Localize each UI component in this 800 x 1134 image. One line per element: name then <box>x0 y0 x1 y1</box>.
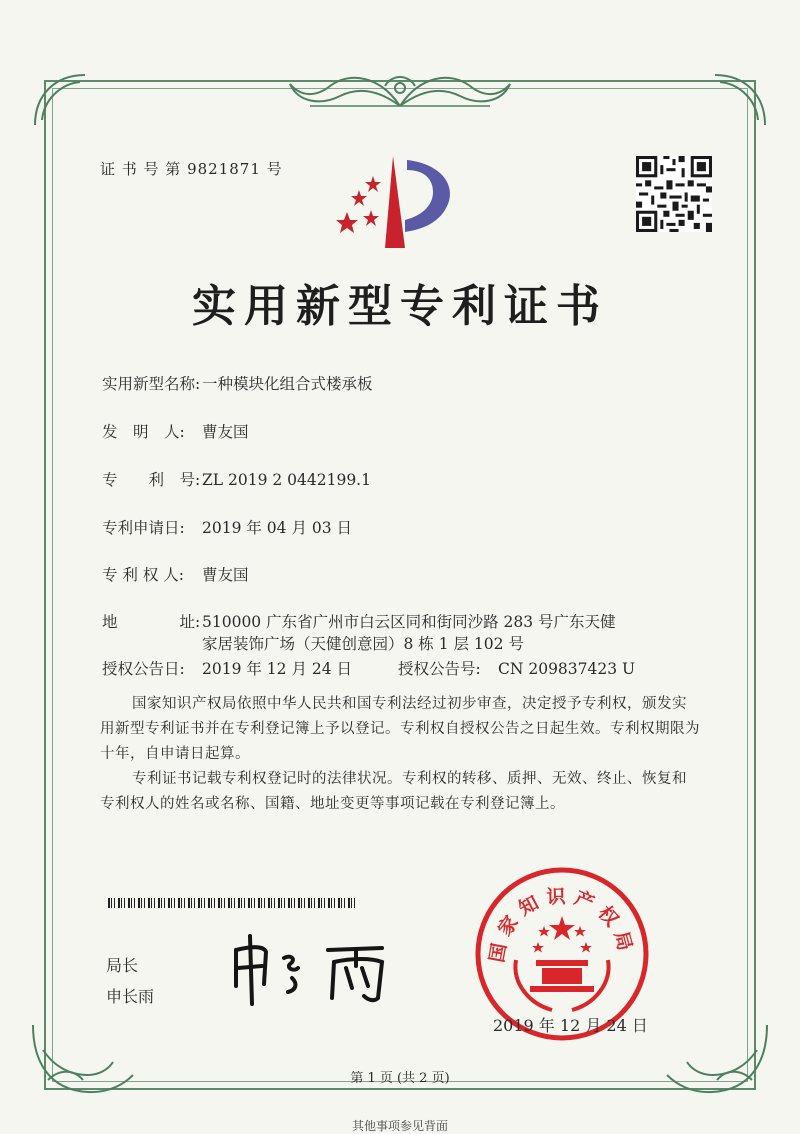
barcode-bar <box>181 898 182 908</box>
barcode-bar <box>308 898 310 908</box>
top-ornament <box>270 66 530 116</box>
corner-ornament-top-left <box>30 70 90 130</box>
barcode-bar <box>138 898 140 908</box>
footer-note: 其他事项参见背面 <box>351 1119 448 1133</box>
barcode-bar <box>284 898 285 908</box>
barcode-bar <box>291 898 292 908</box>
barcode-bar <box>111 898 112 908</box>
barcode-icon <box>108 898 358 908</box>
barcode-bar <box>224 898 225 908</box>
barcode-bar <box>338 898 340 908</box>
address-line-1: 510000 广东省广州市白云区同和街同沙路 283 号广东天健 <box>202 613 616 631</box>
barcode-bar <box>351 898 352 908</box>
field-announcement-date <box>102 657 352 679</box>
page-title: 实用新型专利证书 <box>192 281 608 332</box>
barcode-bar <box>191 898 192 908</box>
barcode-bar <box>151 898 152 908</box>
field-inventor <box>102 420 249 442</box>
qr-code-icon <box>636 156 712 232</box>
barcode-bar <box>261 898 262 908</box>
barcode-bar <box>278 898 280 908</box>
director-title: 局长 <box>106 956 139 975</box>
barcode-bar <box>334 898 335 908</box>
field-utility-model-name <box>102 372 373 394</box>
barcode-bar <box>288 898 290 908</box>
corner-ornament-bottom-right <box>662 1020 772 1100</box>
director-signature <box>222 928 422 1008</box>
barcode-bar <box>131 898 132 908</box>
barcode-bar <box>241 898 242 908</box>
seal-text: 国家知识产权局 <box>485 885 638 965</box>
barcode-bar <box>158 898 160 908</box>
barcode-bar <box>194 898 195 908</box>
barcode-bar <box>204 898 205 908</box>
field-value: 曹友国 <box>202 423 249 441</box>
field-value: CN 209837423 U <box>498 660 636 678</box>
barcode-bar <box>301 898 302 908</box>
barcode-bar <box>208 898 210 908</box>
barcode-bar <box>198 898 200 908</box>
corner-ornament-top-right <box>710 70 770 130</box>
barcode-bar <box>188 898 190 908</box>
barcode-bar <box>304 898 305 908</box>
barcode-bar <box>318 898 320 908</box>
barcode-bar <box>231 898 232 908</box>
barcode-bar <box>311 898 312 908</box>
barcode-bar <box>114 898 115 908</box>
field-label: 专 利 号: <box>102 471 201 489</box>
field-announcement-number <box>398 657 635 679</box>
field-label: 地 址: <box>102 613 201 631</box>
field-address <box>102 610 616 632</box>
field-value: 一种模块化组合式楼承板 <box>202 375 373 393</box>
barcode-bar <box>184 898 185 908</box>
field-patentee <box>102 563 249 585</box>
field-value: 2019 年 04 月 03 日 <box>202 519 353 537</box>
field-application-date <box>102 516 352 538</box>
barcode-bar <box>258 898 260 908</box>
barcode-bar <box>268 898 270 908</box>
barcode-bar <box>211 898 212 908</box>
barcode-bar <box>344 898 345 908</box>
corner-ornament-bottom-left <box>28 1020 138 1100</box>
field-value: 曹友国 <box>202 566 249 584</box>
barcode-bar <box>148 898 150 908</box>
barcode-bar <box>238 898 240 908</box>
address-line-2: 家居装饰广场（天健创意园）8 栋 1 层 102 号 <box>202 635 524 653</box>
barcode-bar <box>171 898 172 908</box>
barcode-bar <box>214 898 215 908</box>
barcode-bar <box>341 898 342 908</box>
barcode-bar <box>271 898 272 908</box>
field-label: 实用新型名称: <box>102 375 201 393</box>
barcode-bar <box>178 898 180 908</box>
field-label: 发 明 人: <box>102 423 185 441</box>
barcode-bar <box>294 898 295 908</box>
barcode-bar <box>328 898 330 908</box>
barcode-bar <box>218 898 220 908</box>
barcode-bar <box>251 898 252 908</box>
field-label: 专利申请日: <box>102 519 185 537</box>
seal-date: 2019 年 12 月 24 日 <box>493 1016 648 1035</box>
barcode-bar <box>281 898 282 908</box>
barcode-bar <box>141 898 142 908</box>
barcode-bar <box>298 898 300 908</box>
barcode-bar <box>108 898 110 908</box>
field-value: 2019 年 12 月 24 日 <box>202 660 353 678</box>
barcode-bar <box>161 898 162 908</box>
barcode-bar <box>254 898 255 908</box>
barcode-bar <box>134 898 135 908</box>
barcode-bar <box>144 898 145 908</box>
cnipa-logo-icon <box>335 150 465 250</box>
barcode-bar <box>128 898 130 908</box>
barcode-bar <box>324 898 325 908</box>
field-patent-number <box>102 468 371 490</box>
paragraph-legal-status: 专利证书记载专利权登记时的法律状况。专利权的转移、质押、无效、终止、恢复和专利权人的姓名或名称、国籍、地址变更等事项记载在专利登记簿上。 <box>100 771 687 812</box>
barcode-bar <box>174 898 175 908</box>
barcode-bar <box>228 898 230 908</box>
page-number: 第 1 页 (共 2 页) <box>350 1071 450 1086</box>
barcode-bar <box>124 898 125 908</box>
certificate-number: 证 书 号 第 9821871 号 <box>100 160 283 178</box>
barcode-bar <box>168 898 170 908</box>
barcode-bar <box>154 898 155 908</box>
barcode-bar <box>234 898 235 908</box>
barcode-bar <box>201 898 202 908</box>
barcode-bar <box>121 898 122 908</box>
barcode-bar <box>248 898 250 908</box>
barcode-bar <box>274 898 275 908</box>
field-label: 授权公告号: <box>398 660 481 678</box>
barcode-bar <box>221 898 222 908</box>
barcode-bar <box>244 898 245 908</box>
barcode-bar <box>164 898 165 908</box>
barcode-bar <box>118 898 120 908</box>
barcode-bar <box>331 898 332 908</box>
barcode-bar <box>354 898 355 908</box>
barcode-bar <box>348 898 350 908</box>
field-address-continued <box>202 632 524 654</box>
barcode-bar <box>314 898 315 908</box>
barcode-bar <box>321 898 322 908</box>
paragraph-grant: 国家知识产权局依照中华人民共和国专利法经过初步审查，决定授予专利权，颁发实用新型专利证书并在专利登记簿上予以登记。专利权自授权公告之日起生效。专利权期限为十年，自申请日起算。 <box>100 696 700 762</box>
field-label: 专 利 权 人: <box>102 566 185 584</box>
field-value: ZL 2019 2 0442199.1 <box>202 471 371 489</box>
barcode-bar <box>264 898 265 908</box>
field-label: 授权公告日: <box>102 660 185 678</box>
director-name: 申长雨 <box>106 987 155 1006</box>
